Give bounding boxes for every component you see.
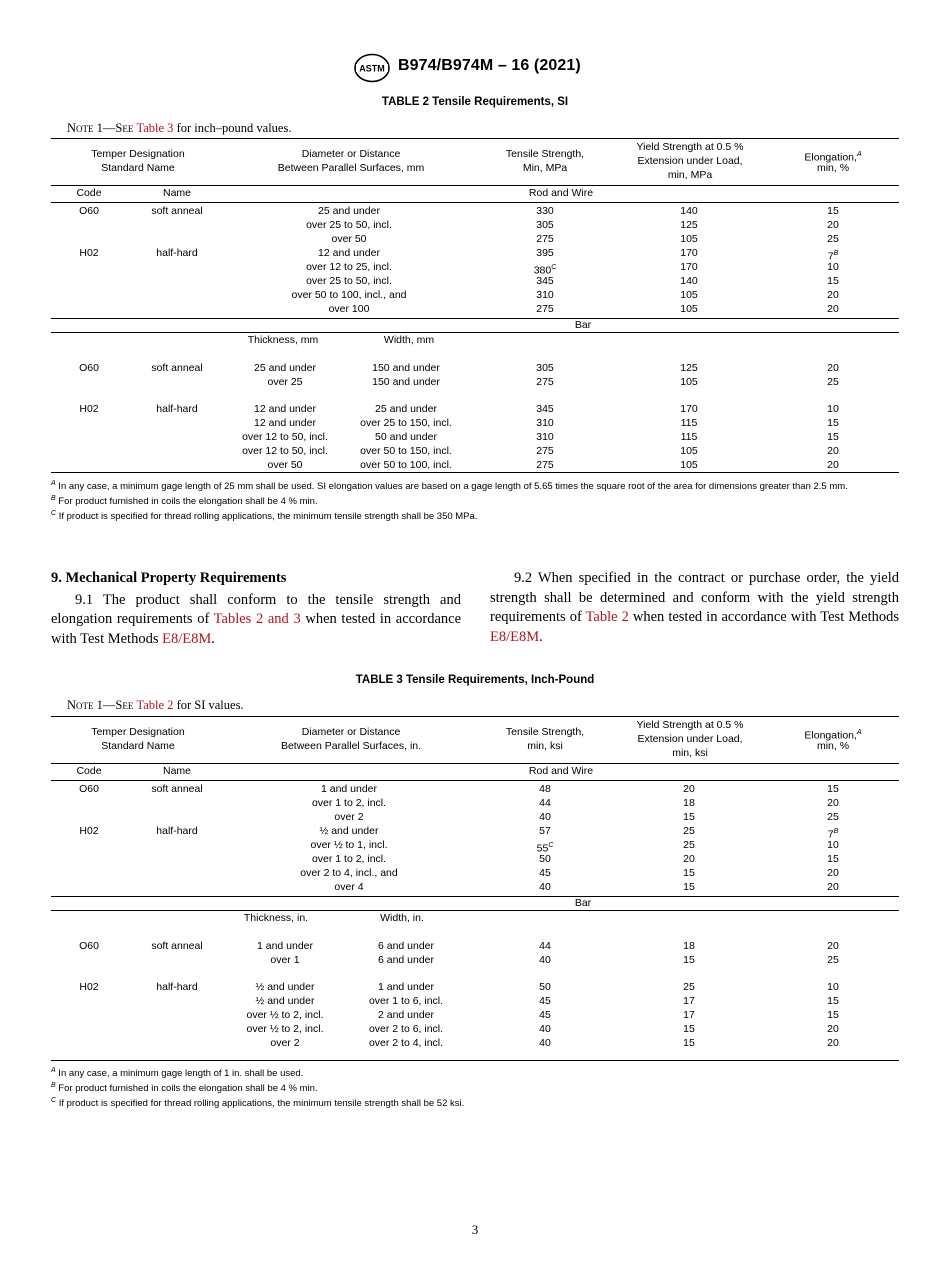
- cell-thickness: ½ and under: [255, 995, 315, 1007]
- cell-elongation: 10: [827, 839, 839, 851]
- cell-dimension: over 2: [334, 811, 364, 823]
- cell-width: over 2 to 6, incl.: [368, 1023, 444, 1035]
- header-temper: Standard Name: [101, 740, 175, 752]
- cell-elongation: 15: [827, 275, 839, 287]
- cell-elongation: 10: [827, 981, 839, 993]
- cell-yield: 18: [683, 797, 695, 809]
- cell-name: half-hard: [156, 403, 198, 415]
- cell-elongation: 20: [827, 881, 839, 893]
- header-code: Code: [76, 765, 102, 777]
- paragraph-9-2: 9.2 When specified in the contract or purchase order, the yield strength shall be determined and conform with the yield strength requirements of Table 2 when tested in accordance with Test Methods E8/E8M.: [490, 570, 899, 645]
- cell-yield: 125: [680, 362, 698, 374]
- cell-thickness: over 1: [270, 954, 300, 966]
- cell-tensile: 40: [539, 1037, 551, 1049]
- cell-width: over 25 to 150, incl.: [360, 417, 452, 429]
- cell-elongation: 20: [827, 1023, 839, 1035]
- cell-name: soft anneal: [151, 205, 203, 217]
- header-diameter: Diameter or Distance: [301, 726, 401, 738]
- cell-thickness: 12 and under: [254, 403, 316, 415]
- cell-yield: 170: [680, 247, 698, 259]
- subheader-rule: [51, 202, 899, 203]
- cell-code: H02: [79, 403, 99, 415]
- header-yield: Extension under Load,: [637, 733, 743, 745]
- cell-dimension: over 1 to 2, incl.: [311, 853, 387, 865]
- cell-tensile: 275: [536, 376, 554, 388]
- cell-dimension: 12 and under: [318, 247, 380, 259]
- cell-elongation: 15: [827, 783, 839, 795]
- cell-thickness: 25 and under: [254, 362, 316, 374]
- cell-elongation: 20: [827, 459, 839, 471]
- cell-yield: 105: [680, 233, 698, 245]
- table-bottom-rule: [51, 472, 899, 473]
- footnote-b: $^B$ For product furnished in coils the elongation shall be 4 % min.: [51, 495, 318, 508]
- cell-yield: 15: [683, 1037, 695, 1049]
- cell-dimension: 25 and under: [318, 205, 380, 217]
- cell-yield: 17: [683, 1009, 695, 1021]
- subheader-rule: [51, 780, 899, 781]
- cell-yield: 105: [680, 303, 698, 315]
- cell-tensile: 45: [539, 867, 551, 879]
- cell-dimension: over 50 to 100, incl., and: [291, 289, 407, 301]
- header-temper: Standard Name: [101, 162, 175, 174]
- cell-name: half-hard: [156, 981, 198, 993]
- cell-elongation: 20: [827, 940, 839, 952]
- header-temper: Temper Designation: [91, 726, 185, 738]
- header-elongation-unit: min, %: [816, 740, 850, 752]
- cell-elongation: 15: [827, 853, 839, 865]
- cell-width: 50 and under: [375, 431, 437, 443]
- footnote-mark: C: [551, 264, 557, 271]
- header-yield: Yield Strength at 0.5 %: [636, 141, 744, 153]
- footnote-mark: A: [856, 729, 862, 736]
- cell-tensile: 44: [539, 797, 551, 809]
- cell-dimension: over 12 to 25, incl.: [306, 261, 392, 273]
- header-name: Name: [162, 765, 192, 777]
- cell-elongation: 25: [827, 233, 839, 245]
- cell-elongation: 20: [827, 1037, 839, 1049]
- footnote-mark: C: [548, 842, 554, 849]
- header-yield: min, ksi: [672, 747, 708, 759]
- header-thickness: Thickness, mm: [247, 334, 319, 346]
- table2-note: Note 1—See Table 3 for inch–pound values.: [67, 121, 292, 135]
- bar-rule-top: [51, 896, 899, 897]
- cell-thickness: over ½ to 2, incl.: [246, 1009, 324, 1021]
- cell-elongation: 10: [827, 261, 839, 273]
- header-elongation-unit: min, %: [816, 162, 850, 174]
- cell-name: soft anneal: [151, 940, 203, 952]
- cell-yield: 140: [680, 205, 698, 217]
- header-elongation: Elongation,$^A$: [804, 151, 862, 164]
- header-thickness: Thickness, in.: [243, 912, 309, 924]
- cell-tensile: 275: [536, 459, 554, 471]
- cell-yield: 25: [683, 825, 695, 837]
- table2-caption: TABLE 2 Tensile Requirements, SI: [381, 96, 569, 108]
- cell-yield: 105: [680, 289, 698, 301]
- cell-thickness: over ½ to 2, incl.: [246, 1023, 324, 1035]
- cell-dimension: over 1 to 2, incl.: [311, 797, 387, 809]
- header-width: Width, in.: [380, 912, 424, 924]
- header-rule: [51, 763, 899, 764]
- header-tensile: Min, MPa: [522, 162, 568, 174]
- cell-thickness: over 12 to 50, incl.: [242, 431, 328, 443]
- cell-thickness: ½ and under: [255, 981, 315, 993]
- cell-tensile: 40: [539, 1023, 551, 1035]
- cell-yield: 140: [680, 275, 698, 287]
- cell-width: over 50 to 150, incl.: [360, 445, 452, 457]
- cell-tensile: 50: [539, 981, 551, 993]
- cell-code: O60: [79, 205, 99, 217]
- header-rod-and-wire: Rod and Wire: [528, 765, 594, 777]
- header-bar: Bar: [574, 897, 592, 909]
- cell-elongation: 25: [827, 954, 839, 966]
- cell-tensile: 345: [536, 275, 554, 287]
- table3-note: Note 1—See Table 2 for SI values.: [67, 698, 244, 712]
- cell-tensile: 345: [536, 403, 554, 415]
- header-yield: Yield Strength at 0.5 %: [636, 719, 744, 731]
- cell-yield: 170: [680, 403, 698, 415]
- header-code: Code: [76, 187, 102, 199]
- cell-code: H02: [79, 825, 99, 837]
- cell-elongation: 25: [827, 811, 839, 823]
- cell-elongation: 15: [827, 1009, 839, 1021]
- cell-yield: 105: [680, 376, 698, 388]
- cell-dimension: 1 and under: [320, 783, 378, 795]
- cell-width: over 2 to 4, incl.: [368, 1037, 444, 1049]
- cell-tensile: 40: [539, 954, 551, 966]
- header-width: Width, mm: [383, 334, 435, 346]
- cell-yield: 20: [683, 783, 695, 795]
- table-bottom-rule: [51, 1060, 899, 1061]
- cell-width: 150 and under: [372, 376, 440, 388]
- cell-elongation: $7^B$: [827, 250, 839, 263]
- cell-tensile: 305: [536, 362, 554, 374]
- cell-dimension: over ½ to 1, incl.: [310, 839, 388, 851]
- cell-yield: 15: [683, 954, 695, 966]
- cell-tensile: 310: [536, 417, 554, 429]
- cell-yield: 105: [680, 445, 698, 457]
- cell-code: H02: [79, 981, 99, 993]
- e8-link-2[interactable]: E8/E8M: [490, 628, 540, 645]
- cell-tensile: $380^C$: [533, 264, 557, 277]
- header-tensile: Tensile Strength,: [505, 726, 585, 738]
- cell-tensile: 275: [536, 303, 554, 315]
- cell-yield: 25: [683, 981, 695, 993]
- cell-yield: 115: [680, 431, 698, 443]
- cell-elongation: 15: [827, 205, 839, 217]
- cell-elongation: 25: [827, 376, 839, 388]
- header-rule: [51, 185, 899, 186]
- cell-yield: 15: [683, 881, 695, 893]
- astm-logo-icon: [353, 53, 391, 83]
- cell-elongation: 15: [827, 431, 839, 443]
- cell-elongation: 10: [827, 403, 839, 415]
- footnote-mark: B: [833, 250, 839, 257]
- footnote-c: $^C$ If product is specified for thread rolling applications, the minimum tensile strength shall be 350 MPa.: [51, 510, 478, 523]
- cell-elongation: 20: [827, 219, 839, 231]
- cell-width: 1 and under: [377, 981, 435, 993]
- cell-tensile: 275: [536, 233, 554, 245]
- section-9-heading: 9. Mechanical Property Requirements: [51, 570, 287, 586]
- bar-rule-bottom: [51, 910, 899, 911]
- cell-elongation: $7^B$: [827, 828, 839, 841]
- cell-width: 150 and under: [372, 362, 440, 374]
- cell-width: 6 and under: [377, 954, 435, 966]
- cell-yield: 17: [683, 995, 695, 1007]
- header-temper: Temper Designation: [91, 148, 185, 160]
- header-elongation: Elongation,$^A$: [804, 729, 862, 742]
- cell-yield: 15: [683, 867, 695, 879]
- section-9-2: [490, 569, 899, 647]
- header-name: Name: [162, 187, 192, 199]
- cell-width: over 50 to 100, incl.: [360, 459, 452, 471]
- cell-yield: 20: [683, 853, 695, 865]
- cell-code: O60: [79, 940, 99, 952]
- cell-yield: 170: [680, 261, 698, 273]
- cell-yield: 115: [680, 417, 698, 429]
- cell-tensile: 330: [536, 205, 554, 217]
- footnote-mark: A: [856, 151, 862, 158]
- section-9: [51, 569, 461, 649]
- cell-yield: 18: [683, 940, 695, 952]
- astm-logo-text: ASTM: [359, 63, 385, 74]
- footnote-c: $^C$ If product is specified for thread rolling applications, the minimum tensile strength shall be 52 ksi.: [51, 1097, 465, 1110]
- cell-yield: 105: [680, 459, 698, 471]
- cell-name: half-hard: [156, 825, 198, 837]
- cell-name: soft anneal: [151, 783, 203, 795]
- header-rod-and-wire: Rod and Wire: [528, 187, 594, 199]
- cell-tensile: 40: [539, 881, 551, 893]
- e8-link[interactable]: E8/E8M: [162, 630, 212, 647]
- cell-tensile: $55^C$: [536, 842, 554, 855]
- header-tensile: Tensile Strength,: [505, 148, 585, 160]
- cell-thickness: over 25: [267, 376, 303, 388]
- cell-dimension: over 4: [334, 881, 364, 893]
- header-diameter: Between Parallel Surfaces, mm: [277, 162, 425, 174]
- cell-dimension: over 25 to 50, incl.: [306, 219, 392, 231]
- cell-tensile: 45: [539, 995, 551, 1007]
- cell-name: soft anneal: [151, 362, 203, 374]
- cell-width: over 1 to 6, incl.: [368, 995, 444, 1007]
- table2-note-link[interactable]: Table 2: [136, 698, 174, 712]
- cell-yield: 15: [683, 811, 695, 823]
- bar-rule-bottom: [51, 332, 899, 333]
- paragraph-9-1: 9.1 The product shall conform to the tensile strength and elongation requirements of Tables 2 and 3 when tested in accordance with Test Methods E8/E8M.: [51, 591, 462, 647]
- cell-tensile: 48: [539, 783, 551, 795]
- cell-dimension: over 2 to 4, incl., and: [300, 867, 398, 879]
- cell-elongation: 20: [827, 289, 839, 301]
- cell-tensile: 310: [536, 289, 554, 301]
- cell-tensile: 57: [539, 825, 551, 837]
- header-diameter: Between Parallel Surfaces, in.: [280, 740, 422, 752]
- cell-elongation: 20: [827, 362, 839, 374]
- cell-tensile: 305: [536, 219, 554, 231]
- footnote-a: $^A$ In any case, a minimum gage length of 25 mm shall be used. SI elongation values are based on a gage length of 5.65 times the square root of the area for dimensions greater than 2.5 mm.: [51, 480, 848, 493]
- cell-dimension: ½ and under: [319, 825, 379, 837]
- cell-code: O60: [79, 362, 99, 374]
- tables-2-and-3-link[interactable]: Tables 2 and 3: [213, 611, 301, 628]
- cell-width: 2 and under: [377, 1009, 435, 1021]
- cell-yield: 125: [680, 219, 698, 231]
- bar-rule-top: [51, 318, 899, 319]
- cell-dimension: over 50: [331, 233, 367, 245]
- cell-thickness: 12 and under: [254, 417, 316, 429]
- table3-caption: TABLE 3 Tensile Requirements, Inch-Pound: [355, 674, 595, 686]
- page-number: 3: [471, 1222, 479, 1237]
- cell-tensile: 310: [536, 431, 554, 443]
- cell-thickness: 1 and under: [256, 940, 314, 952]
- cell-thickness: over 2: [270, 1037, 300, 1049]
- table-top-rule: [51, 716, 899, 717]
- cell-tensile: 40: [539, 811, 551, 823]
- cell-elongation: 15: [827, 995, 839, 1007]
- cell-elongation: 20: [827, 797, 839, 809]
- cell-width: 6 and under: [377, 940, 435, 952]
- cell-code: O60: [79, 783, 99, 795]
- cell-thickness: over 50: [267, 459, 303, 471]
- header-yield: Extension under Load,: [637, 155, 743, 167]
- cell-thickness: over 12 to 50, incl.: [242, 445, 328, 457]
- table3-link[interactable]: Table 3: [136, 121, 174, 135]
- cell-tensile: 50: [539, 853, 551, 865]
- cell-tensile: 275: [536, 445, 554, 457]
- document-title: B974/B974M – 16 (2021): [398, 57, 581, 74]
- footnote-b: $^B$ For product furnished in coils the elongation shall be 4 % min.: [51, 1082, 318, 1095]
- cell-tensile: 45: [539, 1009, 551, 1021]
- header-yield: min, MPa: [667, 169, 713, 181]
- cell-elongation: 20: [827, 867, 839, 879]
- footnote-a: $^A$ In any case, a minimum gage length of 1 in. shall be used.: [51, 1067, 304, 1080]
- cell-dimension: over 100: [328, 303, 370, 315]
- cell-tensile: 44: [539, 940, 551, 952]
- table2-link[interactable]: Table 2: [585, 609, 629, 626]
- cell-width: 25 and under: [375, 403, 437, 415]
- cell-elongation: 20: [827, 303, 839, 315]
- cell-tensile: 395: [536, 247, 554, 259]
- header-diameter: Diameter or Distance: [301, 148, 401, 160]
- table-top-rule: [51, 138, 899, 139]
- cell-elongation: 20: [827, 445, 839, 457]
- cell-yield: 15: [683, 1023, 695, 1035]
- cell-code: H02: [79, 247, 99, 259]
- cell-yield: 25: [683, 839, 695, 851]
- footnote-mark: B: [833, 828, 839, 835]
- cell-name: half-hard: [156, 247, 198, 259]
- header-bar: Bar: [574, 319, 592, 331]
- header-tensile: min, ksi: [527, 740, 563, 752]
- cell-elongation: 15: [827, 417, 839, 429]
- cell-dimension: over 25 to 50, incl.: [306, 275, 392, 287]
